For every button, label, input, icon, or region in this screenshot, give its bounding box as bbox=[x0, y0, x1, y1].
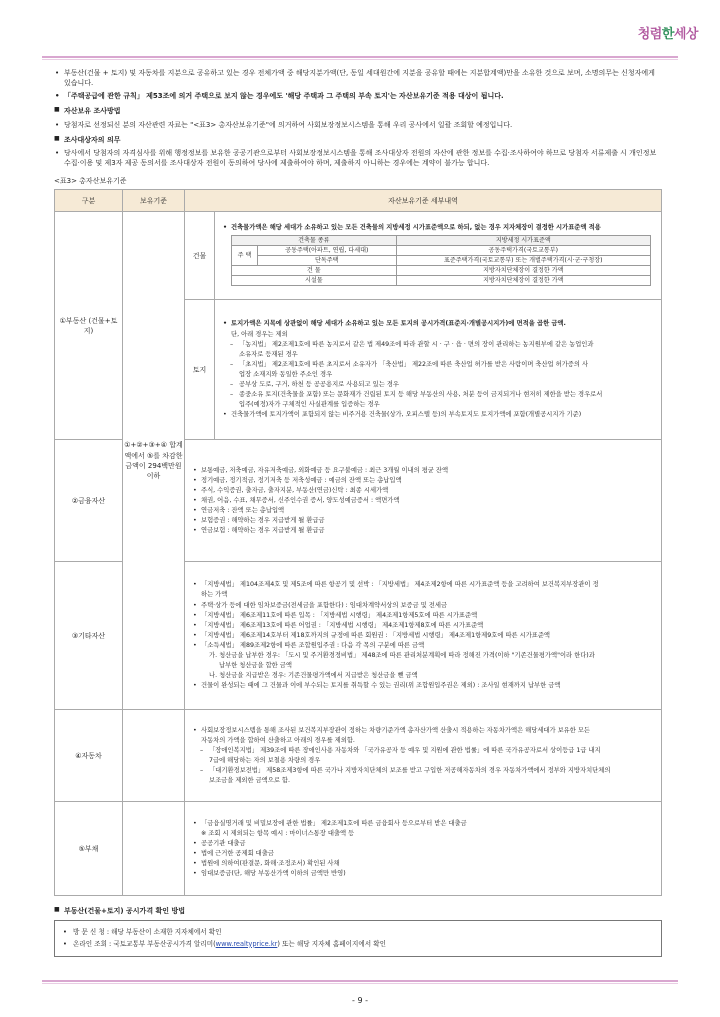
holding-standard: ①+②+③+④ 합계액에서 ⑤를 차감한 금액이 294백만원 이하 bbox=[123, 212, 185, 710]
intro-bullet-1: • 부동산(건물 + 토지) 및 자동차를 지분으로 공유하고 있는 경우 전체가액 중 해당지분가액(단, 동일 세대원간에 지분을 공유할 때에는 지분합계액)만을 소유한 것으로 보며, 소명의무는 신청자에게 있습니다. bbox=[54, 68, 662, 88]
other-detail: • 「지방세법」 제104조제4호 및 제5조에 따른 항공기 및 선박 : 「지방세법」 제4조제2항에 따른 시가표준액 등을 고려하여 보건복지부장관이 정 하는 가액 • 주택·상가 등에 대한 임차보증금(전세금을 포함한다) : 임대차계약서상의 보증금 및 전세금 • 「지방세법」 제6조제11호에 따른 입목 : 「지방세법 시행령」 제4조제1항제5호에 따른 시가표준액 • 「지방세법」 제6조제13호에 따른 어업권 : 「지방세법 시행령」 제4조제1항제8호에 따른 시가표준액 • 「지방세법」 제6조제14호부터 제18호까지의 규정에 따른 회원권 : 「지방세법 시행령」 제4조제1항제9호에 따른 시가표준액 • 「소득세법」 제89조제2항에 따른 조합원입주권 : 다음 각 목의 구분에 따른 금액 가. 청산금을 납부한 경우: 「도시 및 주거환경정비법」 제48조에 따른 관리처분계획에 따라 정해진 가격(이하 "기존건물평가액"이라 한다)과 납부한 청산금을 합한 금액 나. 청산금을 지급받은 경우: 기존건물평가액에서 지급받은 청산금을 뺀 금액 • 건물이 완성되는 때에 그 건물과 이에 부수되는 토지를 취득할 수 있는 권리(위 조합원입주권은 제외) : 조사일 현재까지 납부한 금액 bbox=[185, 562, 662, 710]
financial-detail: • 보통예금, 저축예금, 자유저축예금, 외화예금 등 요구불예금 : 최근 3개월 이내의 평균 잔액 • 정기예금, 정기적금, 정기저축 등 저축성예금 : 예금의 잔액 또는 총납입액 • 주식, 수익증권, 출자금, 출자지분, 부동산(연금)신탁 : 최종 시세가액 • 채권, 어음, 수표, 채무증서, 신주인수권 증서, 양도성예금증서 : 액면가액 • 연금저축 : 잔액 또는 총납입액 • 보험증권 : 해약하는 경우 지급받게 될 환급금 • 연금보험 : 해약하는 경우 지급받게 될 환급금 bbox=[185, 440, 662, 562]
intro-bullet-2: • 「주택공급에 관한 규칙」 제53조에 의거 주택으로 보지 않는 경우에도 '해당 주택과 그 주택의 부속 토지'는 자산보유기준 적용 대상이 됩니다. bbox=[54, 91, 662, 101]
footer-title: ■ 부동산(건물+토지) 공시가격 확인 방법 bbox=[54, 906, 662, 916]
category-real-estate: ①부동산 (건물+토지) bbox=[55, 212, 123, 440]
section-body-duty: • 당사에서 당첨자의 자격심사를 위해 행정정보를 보유한 공공기관으로부터 사회보장정보시스템을 통해 조사대상자 전원의 자산에 관한 정보를 수집·조사하여야 하므로 당첨자 서류제출 시 개인정보 수집·이용 및 제3자 제공 동의서를 조사대상자 전원이 동의하여 당사에 제출하여야 하며, 제출하지 아니하는 경우에는 계약이 불가능 합니다. bbox=[54, 148, 662, 168]
col-header-standard: 보유기준 bbox=[123, 190, 185, 212]
realtyprice-link[interactable]: www.realtyprice.kr bbox=[215, 939, 278, 948]
vehicle-detail: • 사회보장정보시스템을 통해 조사된 보건복지부장관이 정하는 차량기준가액 총자산가액 산출시 적용하는 자동차가액은 해당세대가 보유한 모든 자동차의 가액을 합하여 산출하고 아래의 경우를 제외함. – 「장애인복지법」 제39조에 따른 장애인사용 자동차와 「국가유공자 등 예우 및 지원에 관한 법률」에 따른 국가유공자로서 상이등급 1급 내지 7급에 해당하는 자의 보철용 차량의 경우 – 「대기환경보전법」 제58조제3항에 따른 국가나 지방자치단체의 보조를 받고 구입한 저공해자동차의 경우 자동차가액에서 정부와 지방자치단체의 보조금을 제외한 금액으로 함. bbox=[185, 710, 662, 802]
land-detail: • 토지가액은 지목에 상관없이 해당 세대가 소유하고 있는 모든 토지의 공시가격(표준지·개별공시지가)에 면적을 곱한 금액. 단, 아래 경우는 제외 – 「농지법」 제2조제1호에 따른 농지로서 같은 법 제49조에 따라 관할 시 · 구 · 읍 · 면의 장이 관리하는 농지원부에 같은 농업인과 소유자로 등재된 경우 – 「초지법」 제2조제1호에 따른 초지로서 소유자가 「축산법」 제22조에 따른 축산업 허가를 받은 사람이며 축산업 허가증의 사 업장 소재지와 동일한 주소인 경우 – 공부상 도로, 구거, 하천 등 공공용지로 사용되고 있는 경우 – 종중소유 토지(건축물을 포함) 또는 문화재가 건립된 토지 등 해당 부동산의 사용, 처분 등이 금지되거나 현저히 제한을 받는 경우로서 입주(예정)자가 구체적인 사실관계를 입증하는 경우 • 건축물가액에 토지가액이 포함되지 않는 비주거용 건축물(상가, 오피스텔 등)의 부속토지도 토지가액에 포함(개별공시지가 기준) bbox=[215, 300, 662, 440]
footer-visit: • 방 문 신 청 : 해당 부동산이 소재한 지자체에서 확인 bbox=[63, 927, 653, 938]
bottom-divider bbox=[42, 980, 678, 984]
section-title-duty: ■ 조사대상자의 의무 bbox=[54, 135, 662, 145]
asset-criteria-table bbox=[54, 189, 662, 896]
table-caption: <표3> 총자산보유기준 bbox=[54, 177, 127, 186]
top-divider bbox=[42, 56, 678, 60]
standard-continued bbox=[123, 710, 185, 802]
category-vehicle: ④자동차 bbox=[55, 710, 123, 802]
category-debt: ⑤부채 bbox=[55, 802, 123, 896]
category-other: ③기타자산 bbox=[55, 562, 123, 710]
footer-online: • 온라인 조회 : 국토교통부 부동산공시가격 알리미(www.realtyprice.kr) 또는 해당 지자체 홈페이지에서 확인 bbox=[63, 939, 653, 950]
sub-building: 건물 bbox=[185, 212, 215, 300]
brand-logo: 청렴한세상 bbox=[637, 27, 698, 42]
page-number: - 9 - bbox=[352, 996, 368, 1005]
document-body bbox=[54, 68, 662, 957]
col-header-category: 구분 bbox=[55, 190, 123, 212]
sub-land: 토지 bbox=[185, 300, 215, 440]
debt-detail: • 「금융실명거래 및 비밀보장에 관한 법률」 제2조제1호에 따른 금융회사 등으로부터 받은 대출금 ※ 조회 시 제외되는 항목 예시 : 마이너스통장 대출액 등 • 공공기관 대출금 • 법에 근거한 공제회 대출금 • 법원에 의하여(판결문, 화해·조정조서) 확인된 사채 • 임대보증금(단, 해당 부동산가액 이하의 금액만 반영) bbox=[185, 802, 662, 896]
section-body-survey: • 당첨자로 선정되신 분의 자산관련 자료는 "<표3> 총자산보유기준"에 의거하여 사회보장정보시스템을 통해 우리 공사에서 일괄 조회할 예정입니다. bbox=[54, 120, 662, 130]
col-header-detail: 자산보유기준 세부내역 bbox=[185, 190, 662, 212]
building-detail: • 건축물가액은 해당 세대가 소유하고 있는 모든 건축물의 지방세정 시가표준액으로 하되, 없는 경우 지자체장이 결정한 시가표준액 적용 건축물 종류 지방세정 시가표준액 주 택 공동주택(아파트, 연립, 다세대) 공동주택가격(국토교통부) 단독주택 표준주택가격(국토교통부) 또는 개별주택가격(시·군·구청장) 건 물 지방자치단체장이 결정한 가액 시설물 지방자치단체장이 결정한 가액 bbox=[215, 212, 662, 300]
section-title-survey: ■ 자산보유 조사방법 bbox=[54, 106, 662, 116]
category-financial: ②금융자산 bbox=[55, 440, 123, 562]
building-price-table: 건축물 종류 지방세정 시가표준액 주 택 공동주택(아파트, 연립, 다세대) 공동주택가격(국토교통부) 단독주택 표준주택가격(국토교통부) 또는 개별주택가격(시·군·구청장) 건 물 지방자치단체장이 결정한 가액 시설물 지방자치단체장이 결정한 가액 bbox=[231, 235, 651, 286]
footer-box bbox=[54, 920, 662, 956]
standard-continued-2 bbox=[123, 802, 185, 896]
